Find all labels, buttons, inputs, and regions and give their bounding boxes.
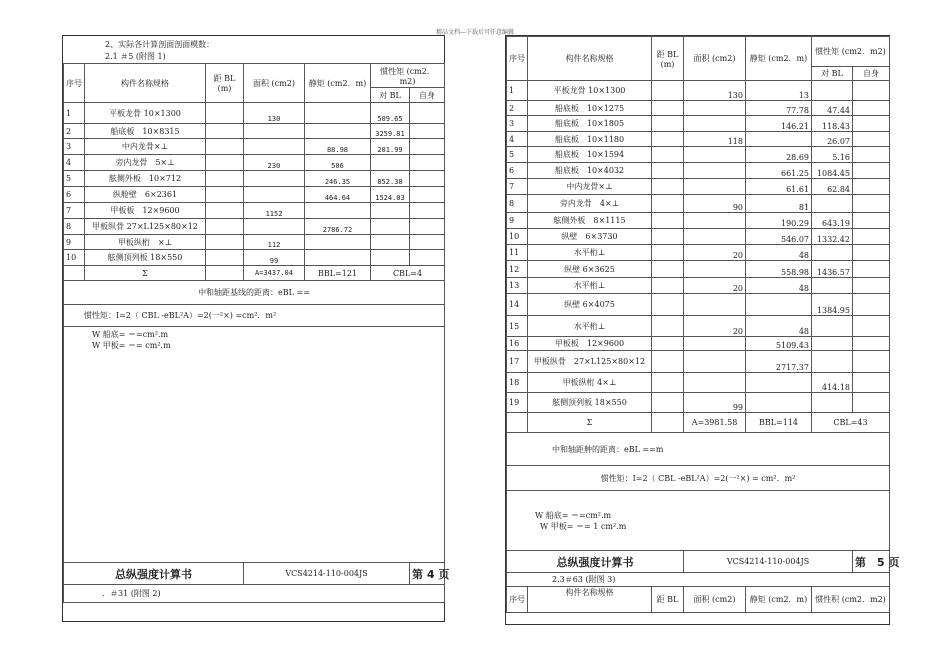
table-row	[507, 163, 890, 179]
header-dist: 距 BL (m)	[652, 37, 684, 81]
table-row	[64, 103, 445, 124]
cell-to-bl: 201.99	[371, 139, 410, 155]
header-self: 自身	[410, 88, 445, 103]
table-row	[507, 229, 890, 245]
next-header-area: 面积 (cm2)	[684, 587, 746, 613]
cell-area: 20	[684, 316, 746, 337]
cell-moment: 546.07	[746, 229, 812, 245]
cell-moment: 77.78	[746, 101, 812, 116]
cell-dist	[206, 235, 244, 250]
cell-to-bl: 1084.45	[812, 163, 853, 179]
cell-name: 船底板 10×4032	[528, 163, 652, 179]
sum-label: Σ	[528, 413, 652, 433]
cell-name: 船底板 10×1275	[528, 101, 652, 116]
cell-area	[244, 187, 305, 203]
cell-name: 旁内龙骨 4×⊥	[528, 195, 652, 213]
cell-no: 9	[64, 235, 85, 250]
table-row	[507, 179, 890, 195]
footer-doc-number: VCS4214-110-004JS	[684, 551, 853, 573]
cell-self	[410, 103, 445, 124]
header-name: 构件名称规格	[528, 37, 652, 81]
cell-dist	[652, 294, 684, 316]
next-section-title: ．＃31 (附图 2)	[64, 585, 445, 603]
cell-moment: 48	[746, 245, 812, 261]
w-bottom: W 船底= ＝=cm².m	[92, 330, 169, 339]
cell-no: 15	[507, 316, 528, 337]
cell-name: 船底板 10×1805	[528, 116, 652, 132]
table-row	[64, 171, 445, 187]
table-row	[507, 373, 890, 393]
cell-self	[853, 294, 890, 316]
table-row	[64, 219, 445, 235]
table-row	[64, 203, 445, 219]
left-page	[62, 35, 450, 622]
cell-self	[410, 155, 445, 171]
cell-dist	[206, 171, 244, 187]
cell-area: 130	[244, 103, 305, 124]
cell-dist	[652, 393, 684, 413]
cell-dist	[652, 373, 684, 393]
cell-dist	[652, 101, 684, 116]
cell-name: 中内龙骨×⊥	[85, 139, 206, 155]
cell-dist	[206, 155, 244, 171]
cell-no: 5	[64, 171, 85, 187]
w-deck: W 甲板= ＝= cm².m	[92, 341, 171, 350]
cell-dist	[206, 250, 244, 266]
cell-no: 8	[507, 195, 528, 213]
table-row	[507, 245, 890, 261]
cell-name: 舷侧顶列板 18×550	[85, 250, 206, 266]
cell-to-bl: 643.19	[812, 213, 853, 229]
header-to-bl: 对 BL	[812, 67, 853, 81]
neutral-axis-text: 中和轴距舯的距离：eBL ==m	[507, 433, 890, 466]
table-row	[64, 124, 445, 139]
cell-name: 甲板纵骨 27×L125×80×12	[85, 219, 206, 235]
header-inertia: 惯性矩 (cm2．m2)	[371, 64, 445, 88]
cell-name: 旁内龙骨 5×⊥	[85, 155, 206, 171]
cell-area	[684, 351, 746, 373]
next-header-inertia: 惯性积 (cm2．m2)	[812, 587, 890, 613]
cell-self	[853, 245, 890, 261]
header-area: 面积 (cm2)	[244, 64, 305, 103]
table-row	[64, 155, 445, 171]
cell-to-bl: 47.44	[812, 101, 853, 116]
cell-area: 1152	[244, 203, 305, 219]
next-header-name: 构件名称规格	[528, 587, 652, 613]
cell-to-bl: 1436.57	[812, 261, 853, 278]
cell-self	[853, 373, 890, 393]
cell-name: 水平桁⊥	[528, 245, 652, 261]
sum-moment: BBL=114	[746, 413, 812, 433]
cell-self	[853, 393, 890, 413]
cell-moment: 464.64	[305, 187, 371, 203]
cell-area	[684, 229, 746, 245]
cell-name: 纵舱壁 6×2361	[85, 187, 206, 203]
cell-to-bl: 852.38	[371, 171, 410, 187]
cell-dist	[206, 139, 244, 155]
sum-label: Σ	[85, 266, 206, 281]
cell-self	[853, 195, 890, 213]
sum-blank	[507, 413, 528, 433]
cell-dist	[652, 229, 684, 245]
cell-moment: 28.69	[746, 147, 812, 163]
cell-name: 纵壁 6×3730	[528, 229, 652, 245]
cell-dist	[652, 147, 684, 163]
cell-area	[684, 116, 746, 132]
cell-self	[853, 213, 890, 229]
header-moment: 静矩 (cm2．m)	[746, 37, 812, 81]
cell-area	[684, 294, 746, 316]
cell-name: 舷侧顶列板 18×550	[528, 393, 652, 413]
cell-area: 230	[244, 155, 305, 171]
cell-no: 14	[507, 294, 528, 316]
cell-to-bl: 414.18	[812, 373, 853, 393]
cell-no: 6	[64, 187, 85, 203]
cell-dist	[652, 261, 684, 278]
cell-dist	[652, 116, 684, 132]
cell-self	[410, 124, 445, 139]
sum-dist	[206, 266, 244, 281]
cell-name: 船底板 10×1180	[528, 132, 652, 147]
cell-dist	[652, 213, 684, 229]
cell-no: 3	[64, 139, 85, 155]
cell-moment	[305, 250, 371, 266]
cell-moment: 2717.37	[746, 351, 812, 373]
cell-area	[244, 171, 305, 187]
inertia-equation: 惯性矩：I=2（ CBL -eBL²A）=2(一²×) =cm²．m²	[64, 305, 445, 327]
header-inertia: 惯性矩 (cm2．m2)	[812, 37, 890, 67]
cell-moment	[746, 294, 812, 316]
cell-name: 中内龙骨×⊥	[528, 179, 652, 195]
cell-moment: 13	[746, 81, 812, 101]
cell-name: 甲板板 12×9600	[85, 203, 206, 219]
sum-area: A=3437.04	[244, 266, 305, 281]
cell-self	[853, 316, 890, 337]
cell-dist	[652, 195, 684, 213]
cell-area: 20	[684, 278, 746, 294]
cell-dist	[206, 124, 244, 139]
cell-self	[853, 101, 890, 116]
cell-name: 平板龙骨 10×1300	[85, 103, 206, 124]
right-data-table	[506, 36, 900, 613]
cell-no: 2	[507, 101, 528, 116]
cell-area: 118	[684, 132, 746, 147]
cell-to-bl	[812, 245, 853, 261]
header-dist: 距 BL (m)	[206, 64, 244, 103]
cell-to-bl: 509.65	[371, 103, 410, 124]
cell-area	[684, 163, 746, 179]
cell-to-bl	[371, 203, 410, 219]
cell-self	[853, 261, 890, 278]
cell-name: 甲板纵桁 4×⊥	[528, 373, 652, 393]
cell-to-bl: 26.07	[812, 132, 853, 147]
cell-moment: 506	[305, 155, 371, 171]
table-row	[64, 235, 445, 250]
cell-to-bl	[812, 351, 853, 373]
sum-inertia: CBL=4	[371, 266, 445, 281]
table-row	[507, 116, 890, 132]
header-self: 自身	[853, 67, 890, 81]
cell-to-bl	[812, 195, 853, 213]
cell-moment: 81	[746, 195, 812, 213]
cell-self	[853, 179, 890, 195]
table-row	[64, 250, 445, 266]
header-seq: 序号	[507, 37, 528, 81]
next-header-dist: 距 BL	[652, 587, 684, 613]
cell-moment	[305, 235, 371, 250]
cell-dist	[206, 203, 244, 219]
footer-doc-number: VCS4214-110-004JS	[244, 563, 410, 585]
cell-to-bl	[812, 337, 853, 351]
cell-to-bl: 3259.81	[371, 124, 410, 139]
header-to-bl: 对 BL	[371, 88, 410, 103]
cell-to-bl: 5.16	[812, 147, 853, 163]
cell-name: 船底板 10×1594	[528, 147, 652, 163]
cell-area: 20	[684, 245, 746, 261]
w-bottom: W 船底= ＝=cm².m	[535, 510, 612, 520]
header-area: 面积 (cm2)	[684, 37, 746, 81]
right-page	[505, 35, 900, 625]
cell-moment: 661.25	[746, 163, 812, 179]
cell-to-bl	[371, 250, 410, 266]
cell-name: 甲板纵骨 27×L125×80×12	[528, 351, 652, 373]
sum-blank	[64, 266, 85, 281]
cell-moment	[746, 373, 812, 393]
cell-name: 甲板板 12×9600	[528, 337, 652, 351]
cell-no: 7	[507, 179, 528, 195]
cell-self	[410, 250, 445, 266]
table-row	[507, 81, 890, 101]
table-row	[507, 195, 890, 213]
cell-self	[410, 139, 445, 155]
cell-self	[853, 81, 890, 101]
section-title: 2、实际各计算剖面剖面模数：	[105, 40, 215, 49]
cell-name: 水平桁⊥	[528, 278, 652, 294]
cell-area	[684, 179, 746, 195]
cell-moment: 190.29	[746, 213, 812, 229]
cell-moment	[305, 124, 371, 139]
cell-dist	[206, 219, 244, 235]
cell-no: 3	[507, 116, 528, 132]
cell-moment: 5109.43	[746, 337, 812, 351]
sum-dist	[652, 413, 684, 433]
table-row	[507, 213, 890, 229]
cell-no: 6	[507, 163, 528, 179]
cell-dist	[652, 316, 684, 337]
cell-no: 9	[507, 213, 528, 229]
cell-name: 平板龙骨 10×1300	[528, 81, 652, 101]
cell-moment	[305, 103, 371, 124]
table-row	[507, 261, 890, 278]
table-row	[507, 351, 890, 373]
cell-self	[853, 337, 890, 351]
cell-moment: 48	[746, 316, 812, 337]
cell-no: 4	[507, 132, 528, 147]
cell-moment: 61.61	[746, 179, 812, 195]
cell-to-bl	[812, 393, 853, 413]
top-note: 精品文档---下载后可任意编辑	[435, 29, 515, 36]
cell-no: 4	[64, 155, 85, 171]
cell-self	[410, 187, 445, 203]
cell-to-bl: 118.43	[812, 116, 853, 132]
cell-name: 纵壁 6×3625	[528, 261, 652, 278]
cell-no: 13	[507, 278, 528, 294]
footer-title: 总纵强度计算书	[507, 551, 684, 573]
footer-title: 总纵强度计算书	[64, 563, 244, 585]
cell-moment: 48	[746, 278, 812, 294]
table-row	[507, 294, 890, 316]
cell-self	[410, 203, 445, 219]
cell-area: 99	[684, 393, 746, 413]
cell-moment: 146.21	[746, 116, 812, 132]
cell-no: 1	[64, 103, 85, 124]
neutral-axis-text: 中和轴距基线的距离：eBL ==	[64, 281, 445, 305]
cell-to-bl: 1384.95	[812, 294, 853, 316]
cell-area	[684, 101, 746, 116]
cell-area: 90	[684, 195, 746, 213]
sum-area: A=3981.58	[684, 413, 746, 433]
cell-area	[684, 373, 746, 393]
cell-no: 8	[64, 219, 85, 235]
cell-moment: 2786.72	[305, 219, 371, 235]
table-row	[507, 316, 890, 337]
cell-no: 17	[507, 351, 528, 373]
footer-page-number: 第 4 页	[410, 563, 445, 585]
cell-moment	[305, 203, 371, 219]
cell-no: 7	[64, 203, 85, 219]
cell-area	[244, 124, 305, 139]
next-header-moment: 静矩 (cm2．m)	[746, 587, 812, 613]
sum-moment: BBL=121	[305, 266, 371, 281]
cell-moment: 88.98	[305, 139, 371, 155]
cell-self	[410, 235, 445, 250]
table-row	[507, 278, 890, 294]
cell-area: 99	[244, 250, 305, 266]
cell-no: 10	[507, 229, 528, 245]
cell-to-bl	[371, 155, 410, 171]
cell-no: 12	[507, 261, 528, 278]
cell-dist	[206, 103, 244, 124]
cell-area	[684, 261, 746, 278]
cell-self	[410, 171, 445, 187]
cell-to-bl	[812, 81, 853, 101]
cell-name: 纵壁 6×4075	[528, 294, 652, 316]
cell-name: 水平桁⊥	[528, 316, 652, 337]
cell-dist	[652, 351, 684, 373]
cell-moment	[746, 132, 812, 147]
cell-self	[853, 132, 890, 147]
section-modulus-cell	[64, 327, 445, 563]
cell-dist	[652, 81, 684, 101]
cell-to-bl	[371, 219, 410, 235]
cell-area	[684, 213, 746, 229]
cell-no: 16	[507, 337, 528, 351]
cell-dist	[652, 179, 684, 195]
subsection-title: 2.1 ＃5 (附图 1)	[105, 52, 166, 61]
left-data-table	[63, 63, 450, 603]
cell-moment: 558.98	[746, 261, 812, 278]
cell-no: 5	[507, 147, 528, 163]
cell-area	[684, 337, 746, 351]
cell-dist	[206, 187, 244, 203]
cell-name: 舷侧外板 8×1115	[528, 213, 652, 229]
table-row	[64, 187, 445, 203]
next-header-seq: 序号	[507, 587, 528, 613]
cell-area	[244, 139, 305, 155]
cell-self	[853, 278, 890, 294]
cell-no: 11	[507, 245, 528, 261]
table-row	[507, 132, 890, 147]
cell-no: 10	[64, 250, 85, 266]
cell-area: 130	[684, 81, 746, 101]
header-moment: 静矩 (cm2．m)	[305, 64, 371, 103]
cell-to-bl: 1332.42	[812, 229, 853, 245]
cell-dist	[652, 337, 684, 351]
footer-page-number: 第 5 页	[853, 551, 890, 573]
cell-dist	[652, 245, 684, 261]
table-row	[507, 101, 890, 116]
cell-area: 112	[244, 235, 305, 250]
cell-dist	[652, 278, 684, 294]
cell-no: 2	[64, 124, 85, 139]
cell-name: 舷侧外板 10×712	[85, 171, 206, 187]
cell-moment	[746, 393, 812, 413]
cell-self	[853, 229, 890, 245]
cell-self	[853, 147, 890, 163]
cell-to-bl: 1524.03	[371, 187, 410, 203]
cell-name: 船底板 10×8315	[85, 124, 206, 139]
cell-self	[853, 351, 890, 373]
header-name: 构件名称规格	[85, 64, 206, 103]
cell-to-bl	[812, 316, 853, 337]
table-row	[507, 393, 890, 413]
cell-no: 1	[507, 81, 528, 101]
table-row	[507, 337, 890, 351]
cell-to-bl	[371, 235, 410, 250]
header-seq: 序号	[64, 64, 85, 103]
cell-self	[853, 116, 890, 132]
cell-area	[684, 147, 746, 163]
section-modulus-cell	[507, 491, 890, 551]
cell-dist	[652, 132, 684, 147]
sum-inertia: CBL=43	[812, 413, 890, 433]
w-deck: W 甲板= ＝= 1 cm².m	[540, 521, 627, 531]
cell-area	[244, 219, 305, 235]
cell-self	[853, 163, 890, 179]
table-row	[64, 139, 445, 155]
cell-self	[410, 219, 445, 235]
next-section-title: 2.3＃63 (附图 3)	[507, 573, 890, 587]
cell-dist	[652, 163, 684, 179]
cell-no: 18	[507, 373, 528, 393]
cell-to-bl: 62.84	[812, 179, 853, 195]
cell-moment: 246.35	[305, 171, 371, 187]
table-row	[507, 147, 890, 163]
cell-name: 甲板纵桁 ×⊥	[85, 235, 206, 250]
inertia-equation: 惯性矩：I=2（ CBL -eBL²A）=2(一²×) = cm²．m²	[507, 466, 890, 491]
cell-to-bl	[812, 278, 853, 294]
cell-no: 19	[507, 393, 528, 413]
